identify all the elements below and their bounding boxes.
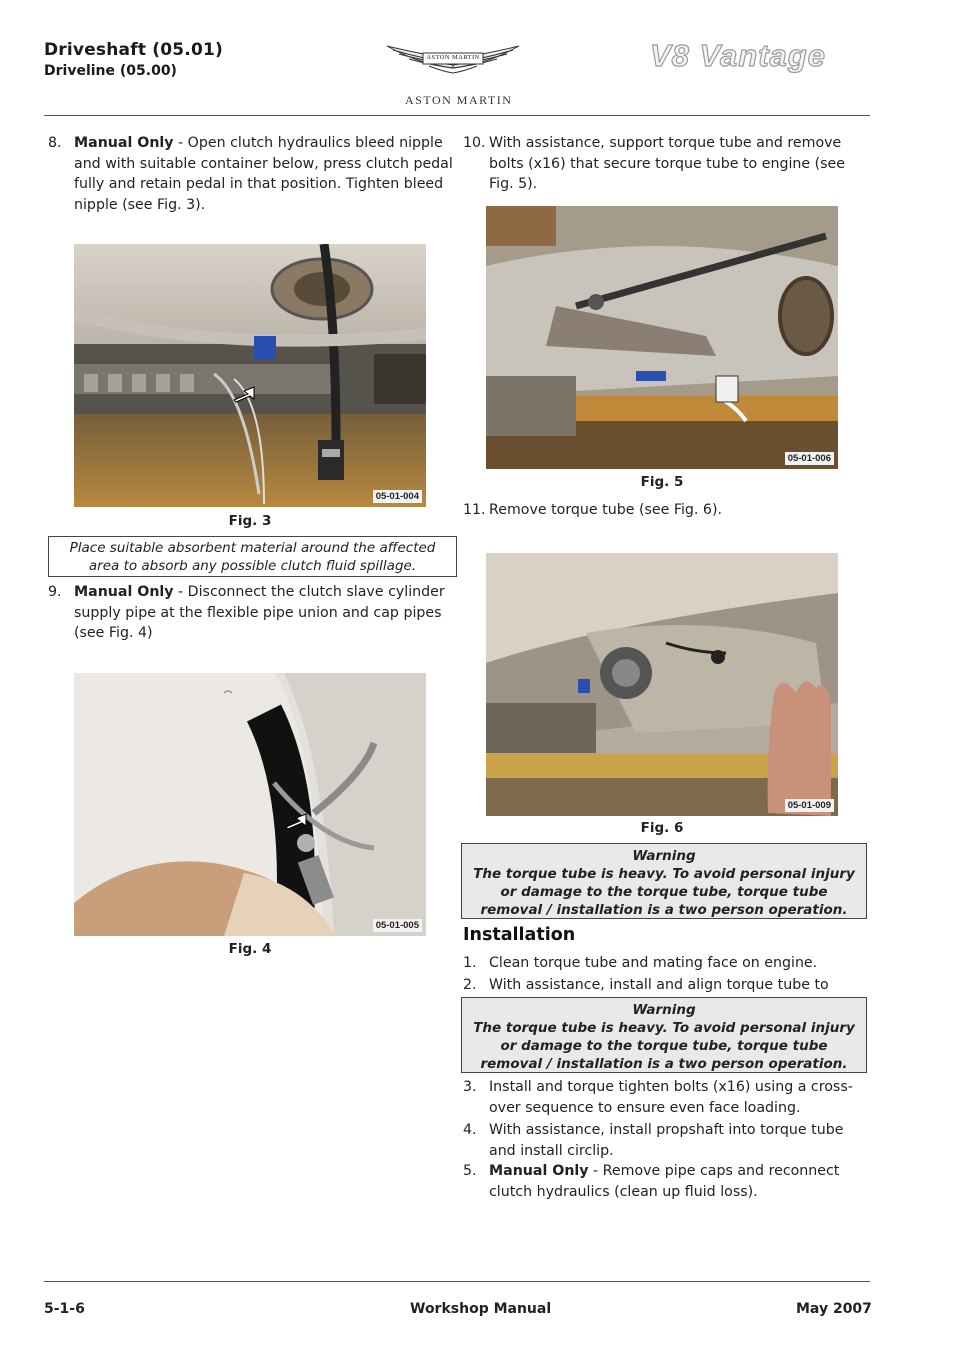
step-8 [48,133,458,215]
warning-box [461,997,867,1073]
aston-martin-wings-logo [383,42,523,90]
manual-title: Workshop Manual [410,1301,552,1317]
header-rule [44,115,870,116]
photo-tag: 05-01-005 [373,919,422,932]
footer-rule [44,1281,870,1282]
fig-5-caption: Fig. 5 [640,474,684,490]
model-logo: V8 Vantage [650,38,826,73]
fig-6-photo [486,553,838,816]
page-number: 5-1-6 [44,1301,85,1317]
warning-text: The torque tube is heavy. To avoid personal injury or damage to the torque tube, torque tube removal / installation is a two person operation. [473,866,855,918]
fig-5-photo [486,206,838,469]
step-number: 5. [463,1163,477,1179]
step-text: With assistance, install and align torque tube to [489,977,829,993]
step-bold-label: Manual Only [74,584,174,600]
step-number: 2. [463,977,477,993]
step-number: 9. [48,584,62,600]
note-box: Place suitable absorbent material around the affected area to absorb any possible clutch fluid spillage. [48,536,457,577]
step-number: 11. [463,502,486,518]
fig-3-photo [74,244,426,507]
step-number: 4. [463,1122,477,1138]
publication-date: May 2007 [796,1301,872,1317]
fig-6-caption: Fig. 6 [640,820,684,836]
fig-4-photo [74,673,426,936]
step-11 [463,500,868,521]
step-10 [463,133,868,195]
step-text: Remove torque tube (see Fig. 6). [489,502,723,518]
photo-tag: 05-01-009 [785,799,834,812]
step-text: - Remove pipe caps and reconnect clutch hydraulics (clean up fluid loss). [489,1163,840,1200]
step-text: With assistance, support torque tube and remove bolts (x16) that secure torque tube to engine (see Fig. 5). [489,135,846,192]
warning-title: Warning [632,848,696,864]
step-text: With assistance, install propshaft into torque tube and install circlip. [489,1122,844,1159]
photo-tag: 05-01-006 [785,452,834,465]
install-step-4 [463,1120,868,1161]
step-text: - Open clutch hydraulics bleed nipple and with suitable container below, press clutch pedal fully and retain pedal in that position. Tighten bleed nipple (see Fig. 3). [74,135,453,213]
step-number: 8. [48,135,62,151]
fig-4-caption: Fig. 4 [228,941,272,957]
install-step-5 [463,1161,868,1202]
step-text: - Disconnect the clutch slave cylinder supply pipe at the flexible pipe union and cap pipes (see Fig. 4) [74,584,445,641]
photo-tag: 05-01-004 [373,490,422,503]
brand-name: ASTON MARTIN [405,93,513,107]
step-text: Clean torque tube and mating face on engine. [489,955,818,971]
warning-title: Warning [632,1002,696,1018]
step-number: 1. [463,955,477,971]
step-bold-label: Manual Only [74,135,174,151]
step-number: 3. [463,1079,477,1095]
warning-box [461,843,867,919]
step-number: 10. [463,135,486,151]
fig-3-caption: Fig. 3 [228,513,272,529]
step-bold-label: Manual Only [489,1163,589,1179]
install-step-3 [463,1077,868,1118]
step-text: Install and torque tighten bolts (x16) using a cross-over sequence to ensure even face loading. [489,1079,853,1116]
section-title: Driveshaft (05.01) [44,40,223,60]
warning-text: The torque tube is heavy. To avoid personal injury or damage to the torque tube, torque tube removal / installation is a two person operation. [473,1020,855,1072]
section-subtitle: Driveline (05.00) [44,63,177,79]
step-9 [48,582,463,644]
brand-badge-text: ASTON MARTIN [426,54,480,61]
installation-heading: Installation [463,925,576,945]
install-step-1 [463,953,868,974]
